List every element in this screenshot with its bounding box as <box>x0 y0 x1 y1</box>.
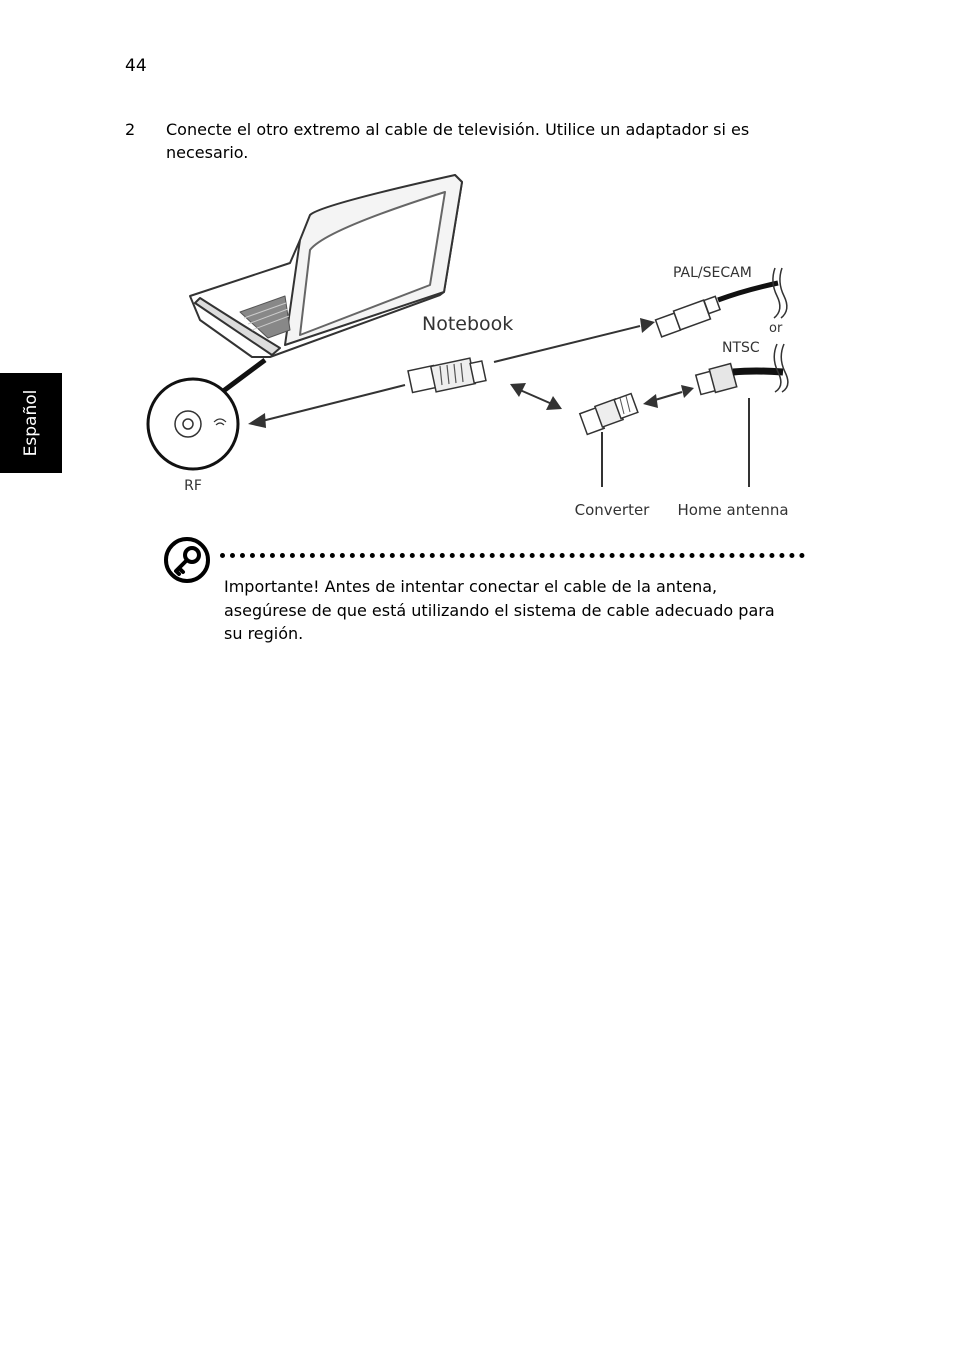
cable-break-mark-pal <box>773 268 780 318</box>
step-text: Conecte el otro extremo al cable de televisión. Utilice un adaptador si es necesario. <box>166 120 750 162</box>
converter-adapter <box>580 394 638 435</box>
note-body: Antes de intentar conectar el cable de la antena, asegúrese de que está utilizando el sistema de cable adecuado para su región. <box>224 577 775 643</box>
arrow-to-pal-secam <box>494 318 655 362</box>
plug-connector <box>408 358 486 392</box>
key-icon <box>164 537 212 585</box>
ntsc-connector <box>696 364 783 395</box>
rf-callout-line <box>222 360 265 392</box>
note-label: Importante! <box>224 577 320 596</box>
double-arrow-plug-converter <box>510 383 562 410</box>
arrow-to-rf-port <box>248 385 405 428</box>
step-number: 2 <box>125 120 136 139</box>
label-or: or <box>769 321 783 336</box>
language-label: Español <box>21 389 41 457</box>
page-number: 44 <box>125 56 147 76</box>
label-rf: RF <box>184 478 202 494</box>
label-pal-secam: PAL/SECAM <box>673 265 752 281</box>
pal-secam-connector <box>656 283 778 337</box>
important-note <box>224 575 794 646</box>
note-dotted-rule <box>220 553 805 558</box>
double-arrow-converter-ntsc <box>643 385 694 408</box>
label-converter: Converter <box>574 501 650 519</box>
tv-cable-connection-diagram <box>140 165 800 530</box>
language-side-tab <box>0 373 62 473</box>
cable-break-mark-ntsc <box>774 344 781 392</box>
label-notebook: Notebook <box>422 313 514 335</box>
label-home-antenna: Home antenna <box>677 501 789 519</box>
label-ntsc: NTSC <box>722 340 760 356</box>
